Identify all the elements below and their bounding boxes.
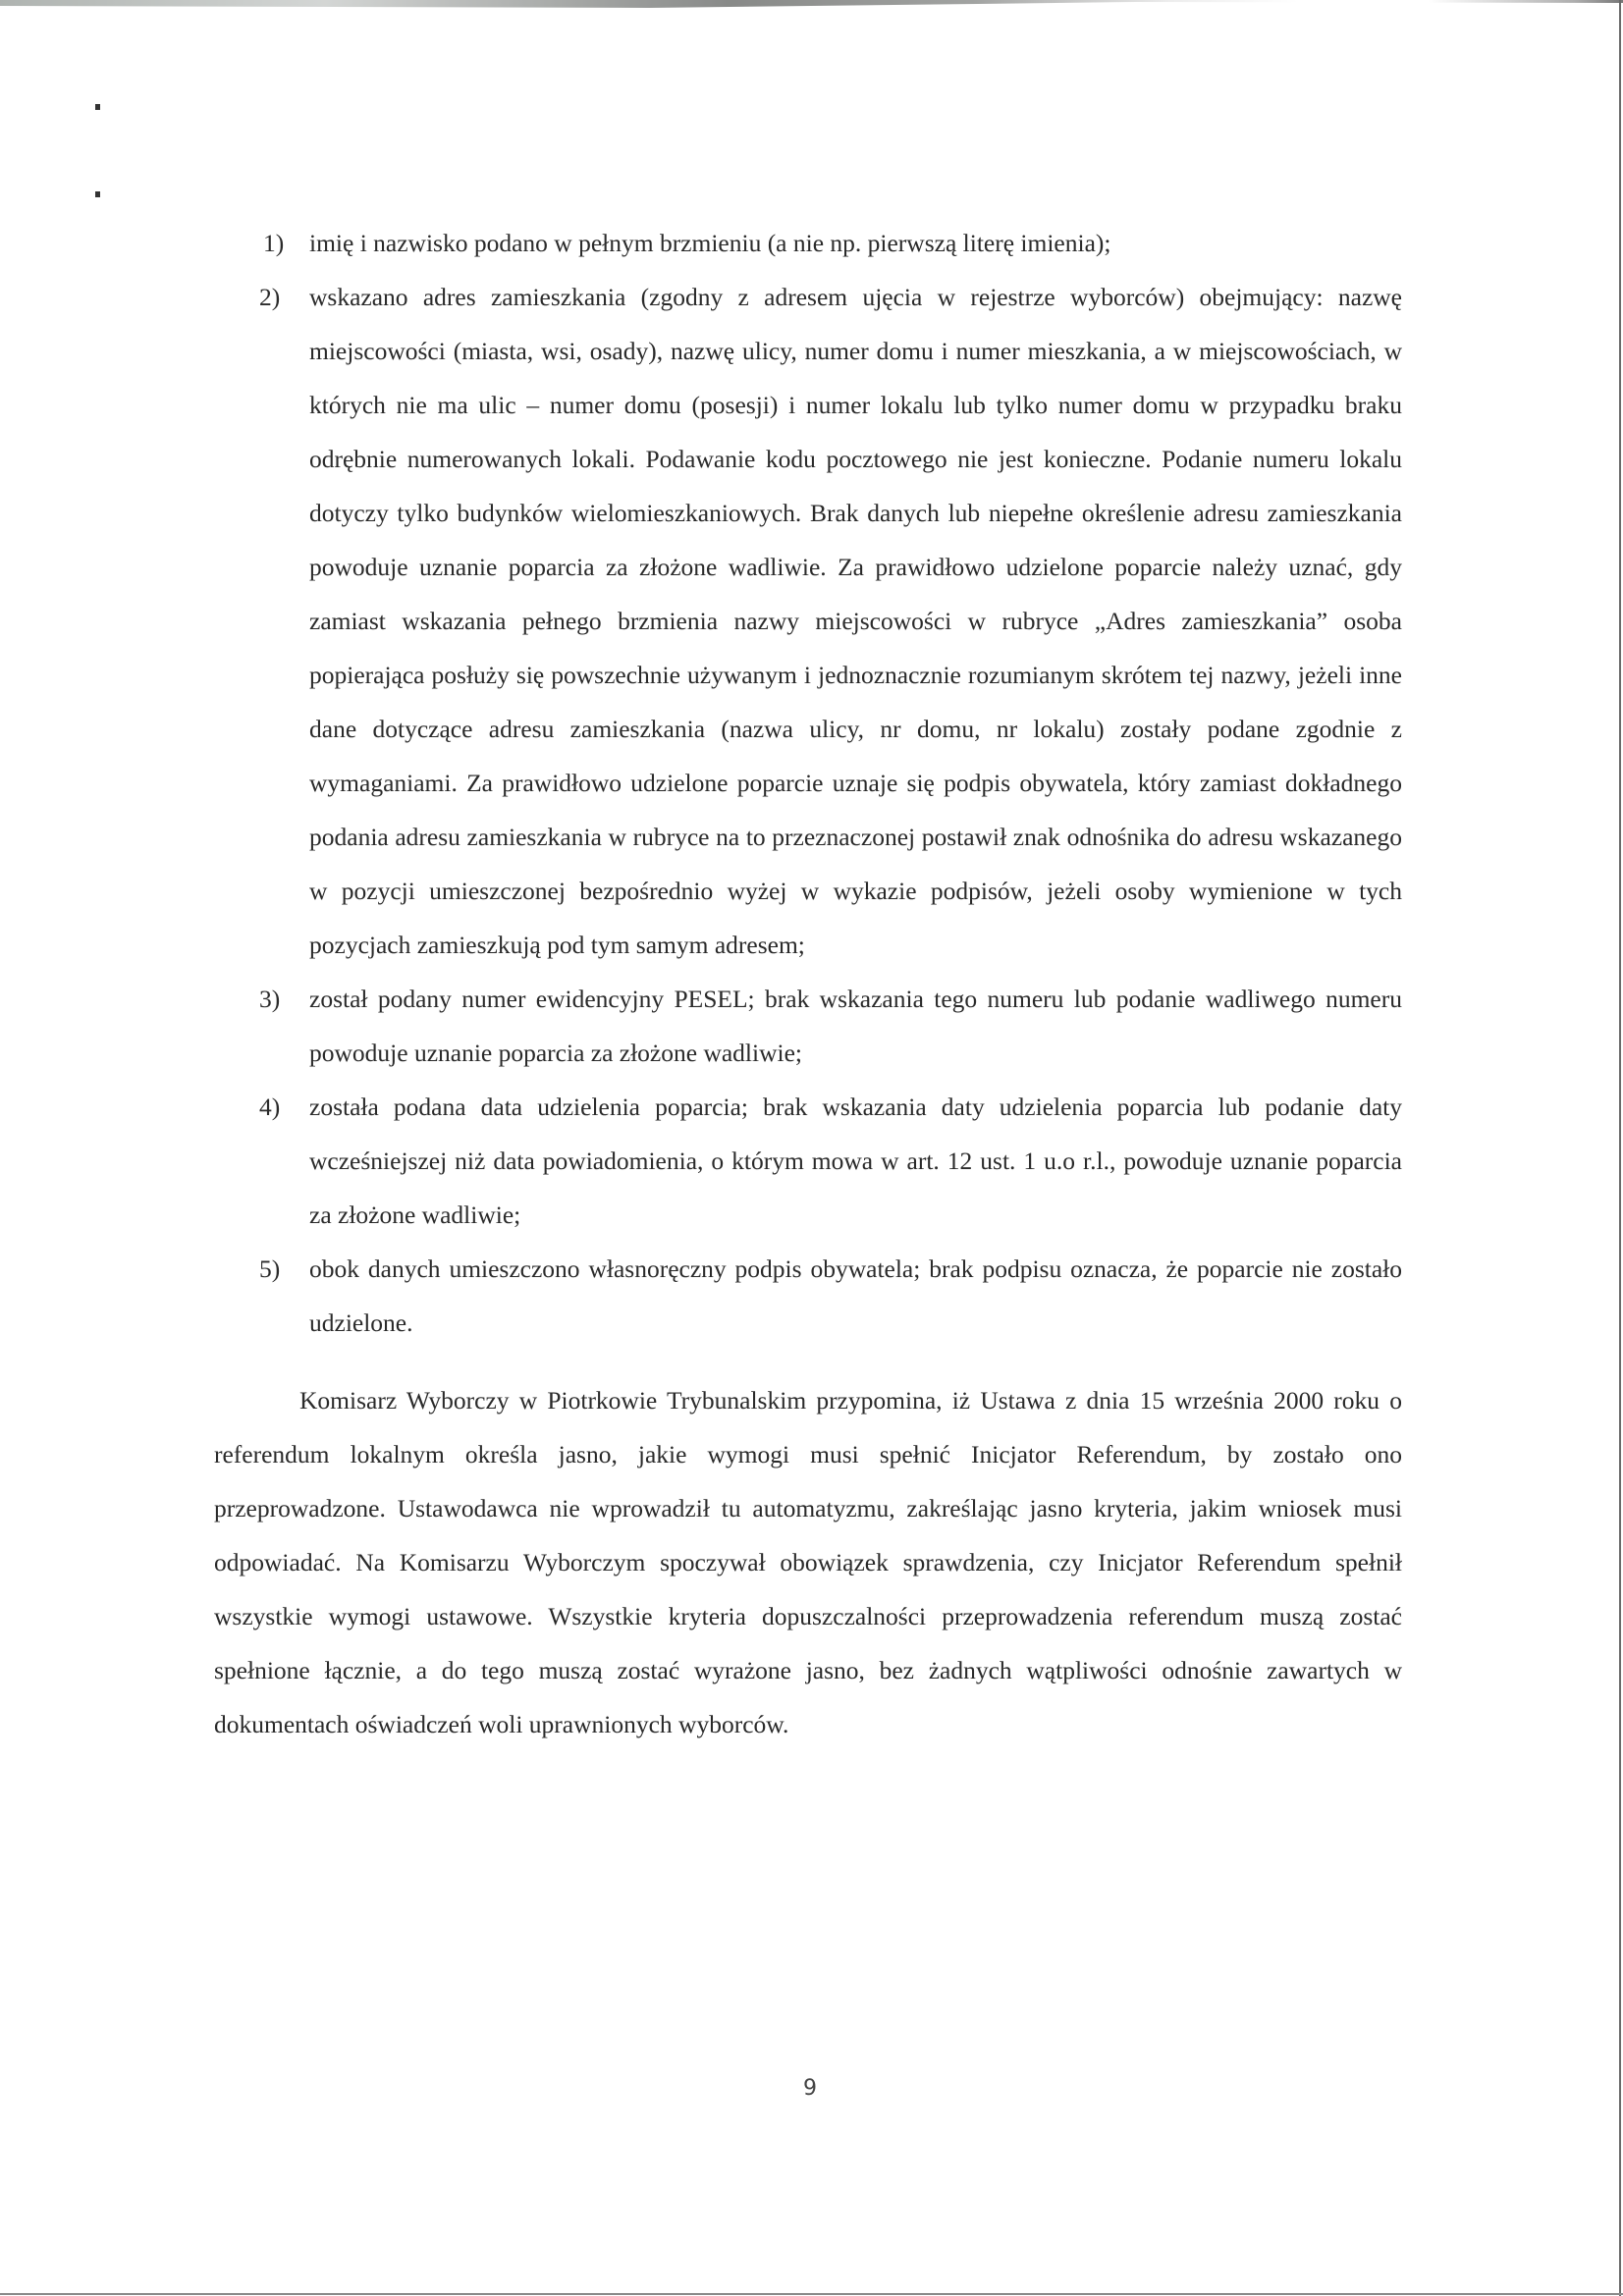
list-item xyxy=(214,216,1402,270)
list-item-text: obok danych umieszczono własnoręczny podpis obywatela; brak podpisu oznacza, że poparcie nie zostało udzielone. xyxy=(309,1255,1402,1337)
scan-top-edge xyxy=(0,0,1623,10)
document-body xyxy=(214,216,1402,1751)
body-paragraph: Komisarz Wyborczy w Piotrkowie Trybunalskim przypomina, iż Ustawa z dnia 15 września 2000 roku o referendum lokalnym określa jasno, jakie wymogi musi spełnić Inicjator Referendum, by zostało ono przeprowadzone. Ustawodawca nie wprowadził tu automatyzmu, zakreślając jasno kryteria, jakim wniosek musi odpowiadać. Na Komisarzu Wyborczym spoczywał obowiązek sprawdzenia, czy Inicjator Referendum spełnił wszystkie wymogi ustawowe. Wszystkie kryteria dopuszczalności przeprowadzenia referendum muszą zostać spełnione łącznie, a do tego muszą zostać wyrażone jasno, bez żadnych wątpliwości odnośnie zawartych w dokumentach oświadczeń woli uprawnionych wyborców. xyxy=(214,1386,1402,1738)
requirements-list xyxy=(214,216,1402,1350)
list-item xyxy=(214,1080,1402,1242)
list-item-number: 5) xyxy=(259,1255,281,1283)
list-item-text: został podany numer ewidencyjny PESEL; brak wskazania tego numeru lub podanie wadliwego numeru powoduje uznanie poparcia za złożone wadliwie; xyxy=(309,985,1402,1067)
scan-right-edge xyxy=(1619,0,1621,2296)
list-item-number: 3) xyxy=(259,985,281,1013)
list-item-text: imię i nazwisko podano w pełnym brzmieniu (a nie np. pierwszą literę imienia); xyxy=(309,229,1111,257)
margin-dot-mark xyxy=(95,191,100,197)
list-item xyxy=(214,1242,1402,1350)
list-item-number: 1) xyxy=(263,229,285,257)
list-item xyxy=(214,270,1402,972)
list-item-text: została podana data udzielenia poparcia; brak wskazania daty udzielenia poparcia lub podanie daty wcześniejszej niż data powiadomienia, o którym mowa w art. 12 ust. 1 u.o r.l., powoduje uznanie poparcia za złożone wadliwie; xyxy=(309,1093,1402,1229)
page-number: 9 xyxy=(803,2076,817,2101)
list-item xyxy=(214,972,1402,1080)
list-item-number: 4) xyxy=(259,1093,281,1121)
list-item-text: wskazano adres zamieszkania (zgodny z adresem ujęcia w rejestrze wyborców) obejmujący: nazwę miejscowości (miasta, wsi, osady), nazwę ulicy, numer domu i numer mieszkania, a w miejscowościach, w których nie ma ulic – numer domu (posesji) i numer lokalu lub tylko numer domu w przypadku braku odrębnie numerowanych lokali. Podawanie kodu pocztowego nie jest konieczne. Podanie numeru lokalu dotyczy tylko budynków wielomieszkaniowych. Brak danych lub niepełne określenie adresu zamieszkania powoduje uznanie poparcia za złożone wadliwie. Za prawidłowo udzielone poparcie należy uznać, gdy zamiast wskazania pełnego brzmienia nazwy miejscowości w rubryce „Adres zamieszkania” osoba popierająca posłuży się powszechnie używanym i jednoznacznie rozumianym skrótem tej nazwy, jeżeli inne dane dotyczące adresu zamieszkania (nazwa ulicy, nr domu, nr lokalu) zostały podane zgodnie z wymaganiami. Za prawidłowo udzielone poparcie uznaje się podpis obywatela, który zamiast dokładnego podania adresu zamieszkania w rubryce na to przeznaczonej postawił znak odnośnika do adresu wskazanego w pozycji umieszczonej bezpośrednio wyżej w wykazie podpisów, jeżeli osoby wymienione w tych pozycjach zamieszkują pod tym samym adresem; xyxy=(309,283,1402,959)
list-item-number: 2) xyxy=(259,283,281,311)
scan-bottom-edge xyxy=(0,2293,1623,2295)
margin-dot-mark xyxy=(95,104,100,110)
